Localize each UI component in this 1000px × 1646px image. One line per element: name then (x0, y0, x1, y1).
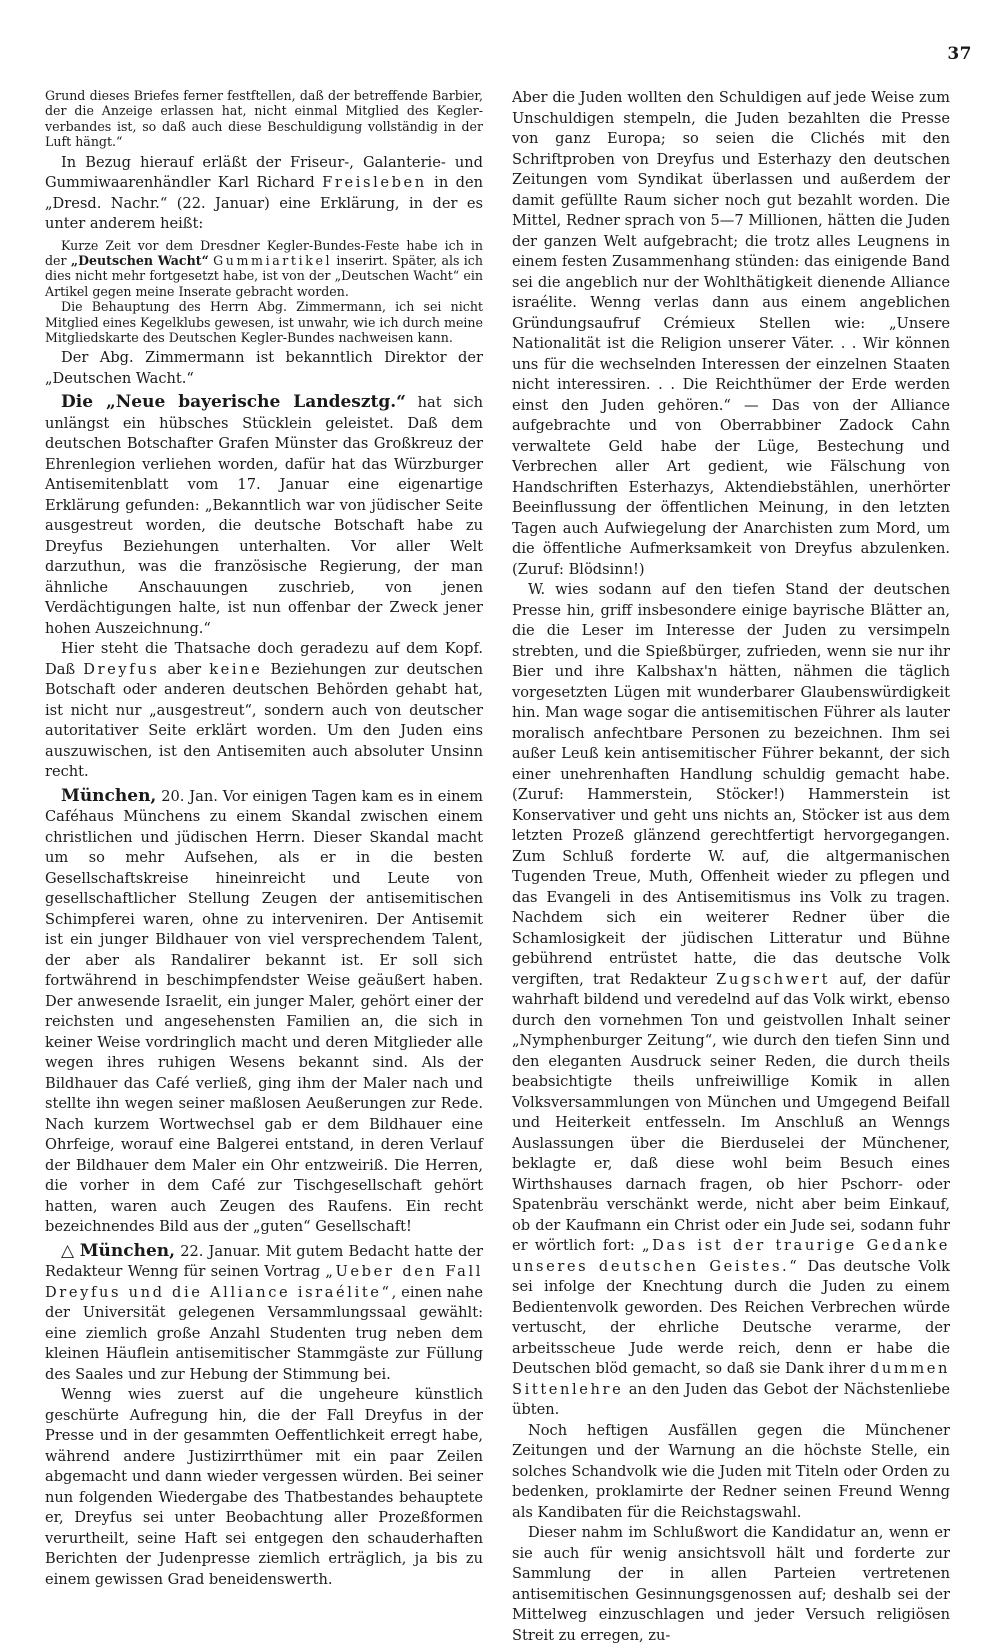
quote-text: Kurze Zeit vor dem Dresdner Kegler-Bundes-Feste habe ich in der (45, 237, 483, 269)
paragraph-text: Hier steht die Thatsache doch geradezu auf dem Kopf. Daß (45, 640, 483, 678)
right-column (512, 88, 951, 1644)
article-landesztg (45, 392, 483, 639)
lecture-title: „Ueber den Fall Dreyfus und die Alliance israélite“ (45, 1263, 483, 1301)
left-column (45, 88, 484, 1588)
article-heading: München, (61, 785, 157, 806)
person-name: Dreyfus (83, 660, 160, 678)
paragraph-freisleben-statement (45, 153, 483, 235)
paragraph-wenng: Wenng wies zuerst auf die ungeheure künstlich geschürte Aufregung hin, die der Fall Dreyfus in der Presse und in der gesammten Oeffentlichkeit erregt habe, während andere Justizirrthümer mit ein paar Zeilen abgemacht und dann wieder vergessen würden. Bei seiner nun folgenden Wiedergabe des Thatbestandes behauptete er, Dreyfus sei unter Beobachtung aller Prozeßformen verurtheilt, seine Haft sei entgegen den schauderhaften Berichten der Judenpresse ziemlich erträglich, ja bis zu einem gewissen Grad beneidenswerth. (45, 1386, 483, 1588)
paragraph-text: W. wies sodann auf den tiefen Stand der deutschen Presse hin, griff insbesondere einige bayrische Blätter an, die die Leser im Interesse der Juden zu versimpeln strebten, und die Spießbürger, zufrieden, wenn sie nur ihr Bier und ihre Kalbshax'n hätten, nähmen die täglich vorgesetzten Lügen mit wunderbarer Glaubenswürdigkeit hin. Man wage sogar die antisemitischen Führer als lauter moralisch anfechtbare Personen zu bezeichnen. Ihm sei außer Leuß kein antisemitischer Führer bekannt, der sich einer unehrenhaften Handlung schuldig gemacht habe. (Zuruf: Hammerstein, Stöcker!) Hammerstein ist Konservativer und geht uns nichts an, Stöcker ist aus dem letzten Prozeß glänzend gerechtfertigt hervorgegangen. Zum Schluß forderte W. auf, die altgermanischen Tugenden Treue, Muth, Offenheit wieder zu pflegen und das Evangeli in des Antisemitismus ins Volk zu tragen. Nachdem sich ein weiterer Redner über die Schamlosigkeit der jüdischen Litteratur und Bühne gebührend entrüstet hatte, die das deutsche Volk vergiften, trat Redakteur (512, 581, 950, 988)
quotation-block (45, 238, 483, 300)
article-continuation: Grund dieses Briefes ferner festftellen, daß der betreffende Barbier, der die Anzeige erlassen hat, nicht einmal Mitglied des Kegler-verbandes ist, so daß auch diese Beschuldigung vollständig in der Luft hängt.“ (45, 88, 483, 150)
paragraph-text: In Bezug hierauf erläßt der Friseur-, Galanterie- und Gummiwaarenhändler Karl Richard (45, 153, 483, 192)
paragraph-text: auf, der dafür wahrhaft bildend und veredelnd auf das Volk wirkt, ebenso durch den vornehmen Ton und geistvollen Inhalt seiner „Nymphenburger Zeitung“, wie durch den tiefen Sinn und den eleganten Ausdruck seiner Reden, die durch theils beabsichtigte theils unfreiwillige Komik in allen Volksversammlungen von München und Umgegend Beifall und Heiterkeit entfesseln. Im Anschluß an Wenngs Auslassungen über die Bierduselei der Münchener, beklagte er, daß diese wohl beim Besuch eines Wirthshauses darnach fragen, ob hier Pschorr- oder Spatenbräu verschänkt werde, nicht aber beim Einkauf, ob der Kaufmann ein Christ oder ein Jude sei, sodann fuhr er wörtlich fort: (512, 970, 951, 1254)
article-text: 22. Januar. Mit gutem Bedacht hatte der Redakteur Wenng für seinen Vortrag (45, 1242, 484, 1281)
article-heading: Die „Neue bayerische Landesztg.“ (61, 392, 406, 413)
spaced-phrase: dummen Sittenlehre (512, 1360, 950, 1398)
article-text: , einen nahe der Universität gelegenen Versammlungssaal gewählt: eine ziemlich große Anzahl Studenten trug neben dem kleinen Häuflein antisemitischer Stammgäste zur Füllung des Saales und zur Hebung der Stimmung bei. (45, 1283, 483, 1383)
paragraph-text: an den Juden das Gebot der Nächstenliebe übten. (512, 1380, 951, 1418)
paragraph-alliance: Aber die Juden wollten den Schuldigen auf jede Weise zum Unschuldigen stempeln, die Juden bezahlten die Presse von ganz Europa; so seien die Clichés mit den Schriftproben von Dreyfus und Esterhazy den deutschen Zeitungen vom Syndikat überlassen und außerdem der damit gefüllte Raum sicher noch gut bezahlt worden. Die Mittel, Redner sprach von 5—7 Millionen, hätten die Juden der ganzen Welt aufgebracht; die trotz alles Leugnens in einem festen Zusammenhang stünden: das einigende Band sei die angeblich nur der Wohlthätigkeit dienende Alliance israélite. Wenng verlas dann aus einem angeblichen Gründungsaufruf Crémieux Stellen wie: „Unsere Nationalität ist die Religion unserer Väter. . . Wir können uns für die wechselnden Interessen der einzelnen Staaten nicht interessiren. . . Die Reichthümer der Erde werden einst den Juden gehören.“ — Das von der Alliance aufgebrachte und von Oberrabbiner Zadock Cahn verwaltete Geld habe der Lüge, Bestechung und Verbrechen aller Art gedient, wie Fälschung von Handschriften Esterhazys, Aktendiebstählen, unerhörter Beeinflussung der öffentlichen Meinung, in den letzten Tagen auch Aufwiegelung der Anarchisten zum Mord, um die öffentliche Aufmerksamkeit von Dreyfus abzulenken. (Zuruf: Blödsinn!) (512, 89, 950, 578)
paragraph-closing: Dieser nahm im Schlußwort die Kandidatur an, wenn er sie auch für wenig ansichtsvoll hält und forderte zur Sammlung der in allen Parteien vertretenen antisemitischen Gesinnungsgenossen auf; deshalb sei der Mittelweg einzuschlagen und jeder Versuch religiösen Streit zu erregen, zu- (512, 1524, 950, 1644)
spaced-word: Gummiartikel (213, 253, 333, 269)
paragraph-note: Der Abg. Zimmermann ist bekanntlich Direktor der „Deutschen Wacht.“ (45, 349, 483, 387)
paragraph-press (512, 580, 950, 1421)
page-number: 37 (947, 44, 972, 64)
person-name: Zugschwert (716, 970, 831, 988)
paragraph-dreyfus (45, 639, 483, 783)
article-text: 20. Jan. Vor einigen Tagen kam es in einem Caféhaus Münchens zu einem Skandal zwischen einem christlichen und jüdischen Herrn. Dieser Skandal macht um so mehr Aufsehen, als er in die besten Gesellschaftskreise hineinreicht und Leute von gesellschaftlicher Stellung Zeugen der antisemitischen Schimpferei waren, ohne zu interveniren. Der Antisemit ist ein junger Bildhauer von viel versprechendem Talent, der aber als Randalirer bekannt ist. Er soll sich fortwährend in beschimpfendster Weise geäußert haben. Der anwesende Israelit, ein junger Maler, gehört einer der reichsten und angesehensten Familien an, die sich in keiner Weise vordringlich macht und deren Mitglieder alle wegen ihres ruhigen Wesens bekannt sind. Als der Bildhauer das Café verließ, ging ihm der Maler nach und stellte ihn wegen seiner maßlosen Aeußerungen zur Rede. Nach kurzem Wortwechsel gab er dem Bildhauer eine Ohrfeige, worauf eine Balgerei entstand, in deren Verlauf der Bildhauer dem Maler ein Ohr entzweiriß. Die Herren, die vorher in dem Café zur Tischgesellschaft gehört hatten, waren auch Zeugen des Raufens. Ein recht bezeichnendes Bild aus der „guten“ Gesellschaft! (45, 787, 483, 1236)
paragraph-text: Das deutsche Volk sei infolge der Knechtung durch die Juden zu einem Bedientenvolk geworden. Des Reichen Verbrechen würde vertuscht, der ehrliche Deutsche verarme, der arbeitsscheue Jude werde reich, denn er habe die Deutschen blöd gemacht, so daß sie Dank ihrer (512, 1257, 951, 1377)
person-name: Freisleben (322, 174, 427, 192)
article-muenchen-20 (45, 786, 483, 1238)
triangle-icon: △ (61, 1240, 75, 1261)
newspaper-name: „Deutschen Wacht“ (70, 253, 209, 269)
paragraph-text: aber (167, 660, 202, 678)
paragraph-text: Beziehungen zur deutschen Botschaft oder anderen deutschen Behörden gehabt hat, ist nicht nur „ausgestreut“, sondern auch von deutscher autoritativer Seite erklärt worden. Um den Juden eins auszuwischen, ist den Antisemiten auch absoluter Unsinn recht. (45, 660, 484, 781)
paragraph-candidate: Noch heftigen Ausfällen gegen die Münchener Zeitungen und der Warnung an die höchste Stelle, ein solches Schandvolk wie die Juden mit Titeln oder Orden zu bedenken, proklamirte der Redner seinen Freund Wenng als Kandibaten für die Reichstagswahl. (512, 1421, 950, 1521)
spaced-quote: „Das ist der traurige Gedanke unseres deutschen Geistes.“ (512, 1237, 950, 1275)
article-text: hat sich unlängst ein hübsches Stücklein geleistet. Daß dem deutschen Botschafter Grafen Münster das Großkreuz der Ehrenlegion verliehen worden, dafür hat das Würzburger Antisemitenblatt vom 17. Januar eine eigenartige Erklärung gefunden: „Bekanntlich war von jüdischer Seite ausgestreut worden, die deutsche Botschaft habe zu Dreyfus Beziehungen unterhalten. Vor aller Welt darzuthun, was die französische Regierung, der man ähnliche Anschauungen zuschrieb, von jenen Verdächtigungen halte, ist nun offenbar der Zweck jener hohen Auszeichnung.“ (45, 394, 483, 637)
paragraph-text: in den „Dresd. Nachr.“ (22. Januar) eine Erklärung, in der es unter anderem heißt: (45, 174, 484, 233)
spaced-word: keine (209, 660, 263, 678)
quote-text: inserirt. Später, als ich dies nicht mehr fortgesetzt habe, ist von der „Deutschen Wacht“ ein Artikel gegen meine Inserate gebracht worden. (45, 253, 483, 299)
article-muenchen-22 (45, 1241, 483, 1386)
article-heading: München, (79, 1240, 176, 1261)
quotation-block: Die Behauptung des Herrn Abg. Zimmermann, ich sei nicht Mitglied eines Kegelklubs gewesen, ist unwahr, wie ich durch meine Mitgliedskarte des Deutschen Kegler-Bundes nachweisen kann. (45, 299, 483, 346)
